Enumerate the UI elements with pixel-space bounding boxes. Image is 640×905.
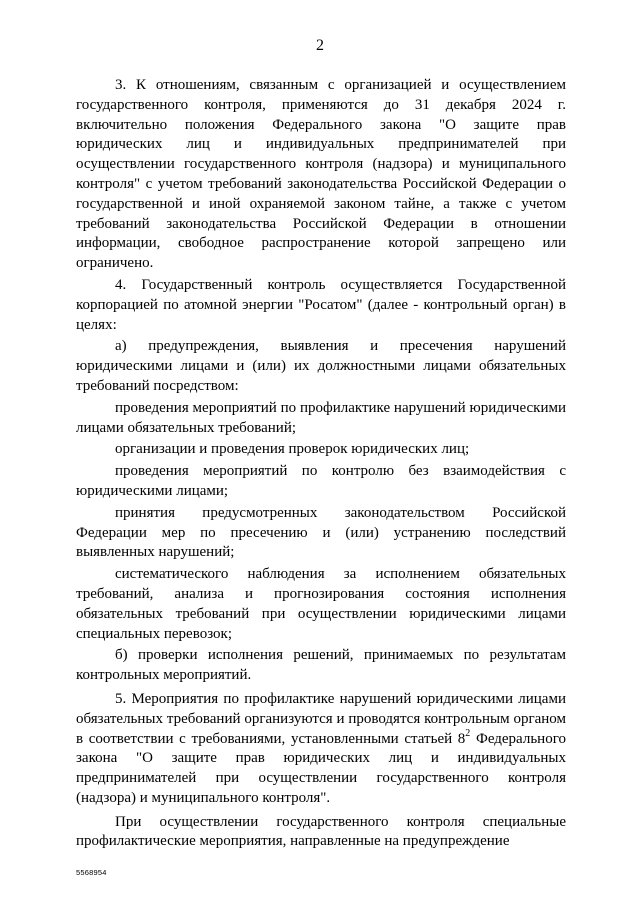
paragraph-4b: б) проверки исполнения решений, принимаемых по результатам контрольных мероприятий. <box>76 647 566 684</box>
article-superscript: 2 <box>465 727 471 739</box>
paragraph-5-text-start: 5. Мероприятия по профилактике нарушений юридическими лицами обязательных требований организуются и проводятся контрольным органом в соответствии с требованиями, установленными статьей 8 <box>76 690 566 747</box>
paragraph-4a-item-measures: принятия предусмотренных законодательством Российской Федерации мер по пресечению и (или) устранению последствий выявленных нарушений; <box>76 504 566 561</box>
paragraph-4a-item-inspections: организации и проведения проверок юридических лиц; <box>115 441 470 458</box>
paragraph-4a-item-control: проведения мероприятий по контролю без взаимодействия с юридическими лицами; <box>76 463 566 499</box>
paragraph-4a-item-monitoring: систематического наблюдения за исполнением обязательных требований, анализа и прогнозирования состояния исполнения обязательных требований при осуществлении юридическими лицами специальных перевозок; <box>76 566 566 642</box>
paragraph-4: 4. Государственный контроль осуществляется Государственной корпорацией по атомной энергии "Росатом" (далее - контрольный орган) в целях: <box>76 276 566 333</box>
document-code: 5568954 <box>76 868 107 877</box>
paragraph-4a: а) предупреждения, выявления и пресечения нарушений юридическими лицами и (или) их должностными лицами обязательных требований посредством: <box>76 338 566 394</box>
paragraph-5-text-end: Федерального закона "О защите прав юридических лиц и индивидуальных предпринимателей при осуществлении государственного контроля (надзора) и муниципального контроля". <box>76 730 566 806</box>
paragraph-special-measures: При осуществлении государственного контроля специальные профилактические мероприятия, направленные на предупреждение <box>76 813 566 850</box>
document-body <box>76 76 566 852</box>
page-number: 2 <box>316 37 324 54</box>
paragraph-4a-item-prevention: проведения мероприятий по профилактике нарушений юридическими лицами обязательных требований; <box>76 399 566 436</box>
paragraph-5 <box>76 690 566 809</box>
paragraph-3: 3. К отношениям, связанным с организацией и осуществлением государственного контроля, применяются до 31 декабря 2024 г. включительно положения Федерального закона "О защите прав юридических лиц и индивидуальных предпринимателей при осуществлении государственного контроля (надзора) и муниципального контроля" с учетом требований законодательства Российской Федерации о государственной и иной охраняемой законом тайне, а также с учетом требований законодательства Российской Федерации в отношении информации, свободное распространение которой запрещено или ограничено. <box>76 77 566 272</box>
